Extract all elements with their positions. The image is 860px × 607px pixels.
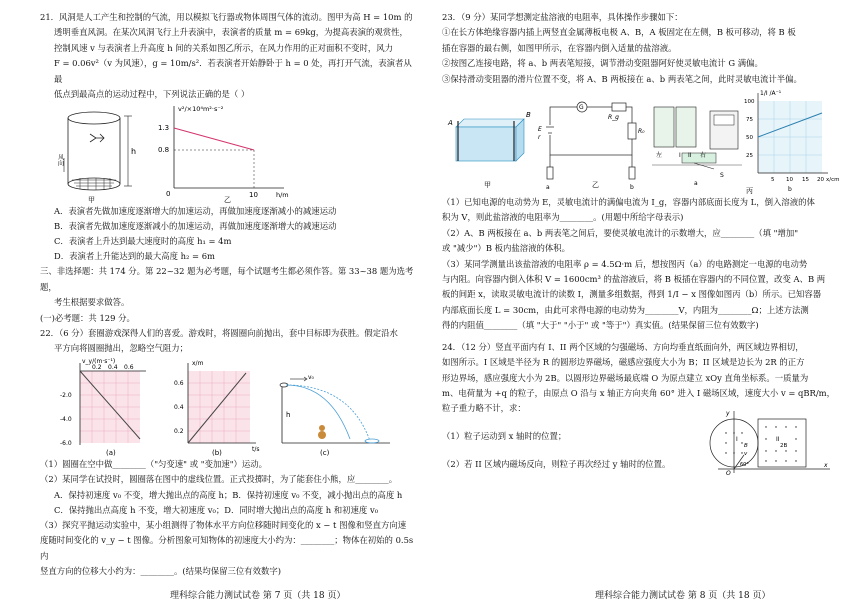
q23-sub1-line2: 积为 V，则此盐溶液的电阻率为________。(用题中所给字母表示) bbox=[442, 212, 684, 223]
q21-figure bbox=[54, 102, 434, 204]
x-t-graph bbox=[174, 360, 260, 457]
plate-b-label: B bbox=[526, 111, 531, 120]
x-tick-1: 0.6 bbox=[174, 379, 184, 387]
q23-sub2-line1: （2）A、B 两板接在 a、b 两表笔之间后，要使灵敏电流计的示数增大，应________（填 "增加" bbox=[442, 227, 799, 238]
q24-velocity-label: v bbox=[744, 450, 748, 457]
q24-line4: m、电荷量为 +q 的粒子，由原点 O 沿与 x 轴正方向夹角 60° 进入 I 磁场区域，速度大小 v = qBR/m， bbox=[442, 387, 836, 398]
q21-line1: 21．风洞是人工产生和控制的气流，用以模拟飞行器或物体周围气体的流动。图甲为高 H = 10m 的 bbox=[40, 12, 413, 22]
v2-h-graph bbox=[158, 105, 289, 204]
left-page-footer: 理科综合能力测试试卷 第 7 页（共 18 页） bbox=[170, 591, 346, 601]
fig-yi-caption: 乙 bbox=[224, 196, 231, 205]
q24-x-label: x bbox=[824, 461, 828, 469]
vy-tick-2: -4.0 bbox=[60, 415, 72, 423]
q24-line1: 24．（12 分）竖直平面内有 I、II 两个区域的匀强磁场、方向均垂直纸面向外，两区域边界相切， bbox=[442, 341, 804, 352]
q21-option-d: D．表演者上升能达到的最大高度 h₂ = 6m bbox=[54, 251, 215, 262]
q24-line2: 如图所示。I 区域是半径为 R 的圆形边界磁场，磁感应强度大小为 B；II 区域是边长为 2R 的正方 bbox=[442, 357, 805, 368]
q22-sub1: （1）圆圈在空中做________（"匀变速" 或 "变加速"）运动。 bbox=[40, 458, 268, 469]
q24-origin-label: O bbox=[726, 469, 731, 475]
fig23-bing-caption: 丙 bbox=[746, 187, 753, 196]
ring-toss-scene bbox=[280, 374, 390, 457]
q23-sub3-line4: 内部底面长度 L = 30cm，由此可求得电源的电动势为________V，内阻为________Ω；上述方法测 bbox=[442, 304, 809, 315]
x-tick-3: 0.2 bbox=[174, 427, 184, 435]
q24-line5: 粒子重力略不计，求： bbox=[442, 403, 526, 414]
probe-b-label: b bbox=[630, 184, 634, 192]
q21-option-c: C．表演者上升达到最大速度时的高度 h₁ = 4m bbox=[54, 236, 232, 247]
q22-line1: 22．（6 分）套圈游戏深得人们的喜爱。游戏时，将圆圈向前抛出，套中目标即为获胜。假定沿水 bbox=[40, 328, 398, 339]
section3-line1: 三、非选择题：共 174 分。第 22~32 题为必考题，每个试题考生都必须作答。第 33~38 题为选考题， bbox=[40, 266, 414, 292]
q22-figure bbox=[50, 357, 430, 457]
q23-line1: 23．（9 分）某同学想测定盐溶液的电阻率，具体操作步骤如下： bbox=[442, 12, 683, 22]
tick-1-3: 1.3 bbox=[158, 124, 170, 133]
v2-axis-label: v²/×10⁴m²·s⁻² bbox=[178, 105, 224, 114]
q21-option-b: B．表演者先做加速度逐渐减小的加速运动，再做加速度逐渐增大的减速运动 bbox=[54, 221, 337, 232]
vy-t-tick-3: 0.6 bbox=[124, 363, 134, 371]
q22-options-ab: A．保持初速度 v₀ 不变，增大抛出点的高度 h；B．保持初速度 v₀ 不变，减小抛出点的高度 h bbox=[54, 489, 403, 500]
fig23-yi-caption: 乙 bbox=[592, 181, 599, 190]
fig23-jia-caption: 甲 bbox=[484, 181, 491, 190]
inv-tick-50: 50 bbox=[746, 135, 753, 142]
q22-options-cd: C．保持抛出点高度 h 不变，增大初速度 v₀；D．同时增大抛出点的高度 h 和初速度 v₀ bbox=[54, 504, 379, 515]
x-axis-label: x/m bbox=[192, 359, 204, 367]
r0-label: R₀ bbox=[638, 128, 645, 136]
vy-t-graph bbox=[60, 358, 146, 457]
tick-0-8: 0.8 bbox=[158, 146, 170, 155]
q22-sub3-line1: （3）探究平抛运动实验中，某小组测得了物体水平方向位移随时间变化的 x − t 图像和竖直方向速 bbox=[40, 519, 407, 530]
right-page-footer: 理科综合能力测试试卷 第 8 页（共 18 页） bbox=[595, 591, 771, 601]
q23-figure bbox=[442, 87, 842, 195]
circuit-drawing bbox=[546, 102, 636, 179]
q24-sub1: （1）粒子运动到 x 轴时的位置； bbox=[442, 430, 567, 441]
q22-line2: 平方向将圆圈抛出，忽略空气阻力； bbox=[54, 343, 188, 354]
probe-a-label: a bbox=[546, 184, 550, 192]
x-cm-label: x/cm bbox=[826, 177, 840, 184]
q21-line5: 低点到最高点的运动过程中，下列说法正确的是（ ） bbox=[54, 89, 250, 100]
vy-tick-1: -2.0 bbox=[60, 391, 72, 399]
container-drawing bbox=[447, 111, 531, 189]
q21-option-a: A．表演者先做加速度逐渐增大的加速运动，再做加速度逐渐减小的减速运动 bbox=[54, 206, 337, 217]
fig-a-caption: (a) bbox=[106, 448, 116, 457]
tick-origin: 0 bbox=[166, 190, 171, 199]
sub-a-caption: a bbox=[694, 180, 698, 188]
wind-direction-label: 风向 bbox=[56, 154, 64, 167]
tunnel-h-label: h bbox=[131, 147, 137, 157]
inv-tick-25: 25 bbox=[746, 153, 753, 160]
q24-line3: 形边界场，感应强度大小为 2B。以圆形边界磁场最底端 O 为原点建立 xOy 直角坐标系。一质量为 bbox=[442, 372, 809, 383]
q23-sub1-line1: （1）已知电源的电动势为 E，灵敏电流计的满偏电流为 I_g，容器内部底面长度为 L，倒入溶液的体 bbox=[442, 197, 815, 208]
q23-sub3-line2: 与内阻。向容器内倒入体积 V = 1600cm³ 的盐溶液后，将 B 板插在容器内的不同位置，改变 A、B 两 bbox=[442, 274, 826, 285]
right-label: 右 bbox=[700, 152, 707, 160]
section3-line3: (一)必考题：共 129 分。 bbox=[40, 312, 135, 323]
fig-jia-caption: 甲 bbox=[88, 196, 95, 205]
q24-2b-label: 2B bbox=[780, 442, 788, 449]
x-tick-20: 20 bbox=[817, 177, 824, 184]
vy-axis-label: v_y/(m·s⁻¹) bbox=[82, 357, 116, 365]
wind-tunnel-drawing bbox=[57, 112, 137, 204]
inv-tick-75: 75 bbox=[746, 117, 753, 124]
x-tick-2: 0.4 bbox=[174, 403, 184, 411]
inv-tick-100: 100 bbox=[744, 99, 755, 106]
tick-10: 10 bbox=[249, 191, 258, 200]
roman-1-label: I bbox=[679, 152, 681, 160]
x-tick-10: 10 bbox=[786, 177, 793, 184]
q24-angle-label: 60° bbox=[740, 461, 749, 468]
h-axis-label: h/m bbox=[276, 191, 289, 200]
scene-h-label: h bbox=[286, 410, 291, 419]
q24-sub2: （2）若 II 区域内磁场反向，则粒子再次经过 y 轴时的位置。 bbox=[442, 458, 671, 469]
x-tick-15: 15 bbox=[802, 177, 809, 184]
q22-sub3-line2: 度随时间变化的 v_y − t 图像。分析图象可知物体的初速度大小约为：________；物体在初始的 0.5s 内 bbox=[40, 535, 414, 561]
section3-line2: 考生根据要求做答。 bbox=[54, 297, 130, 308]
q24-region-1-label: I bbox=[736, 435, 738, 443]
plate-a-label: A bbox=[448, 119, 453, 128]
q23-sub3-line1: （3）某同学测量出该盐溶液的电阻率 ρ = 4.5Ω·m 后，想按图丙（a）的电路测定一电源的电动势 bbox=[442, 258, 808, 269]
q24-region-2-label: II bbox=[776, 435, 780, 443]
inverse-i-axis-label: 1/I /A⁻¹ bbox=[760, 90, 782, 98]
q23-line2: ①在长方体绝缘容器内插上两竖直金属薄板电极 A、B，A 板固定在左侧，B 板可移动，将 B 板 bbox=[442, 27, 796, 38]
v0-label: v₀ bbox=[308, 373, 314, 381]
apparatus-drawing bbox=[652, 107, 742, 169]
q21-line2: 透明垂直风洞。在某次风洞飞行上升表演中，表演者的质量 m = 69kg，为提高表演的观赏性， bbox=[54, 27, 408, 38]
q24-figure bbox=[704, 409, 834, 475]
q22-sub2: （2）某同学在试投时，圆圈落在图中的虚线位置。正式投掷时，为了能套住小熊，应________。 bbox=[40, 474, 398, 485]
q23-line5: ③保持滑动变阻器的滑片位置不变，将 A、B 两板接在 a、b 两表笔之间，此时灵敏电流计半偏。 bbox=[442, 73, 802, 84]
q21-line4: F = 0.06v²（v 为风速），g = 10m/s²．若表演者开始静卧于 h = 0 处，再打开气流，表演者从最 bbox=[54, 58, 412, 84]
roman-2-label: II bbox=[688, 152, 692, 160]
q24-b-label: B bbox=[744, 442, 748, 449]
q23-sub3-line3: 板的间距 x，读取灵敏电流计的读数 I，测量多组数据，得到 1/I − x 图像如图丙（b）所示。已知容器 bbox=[442, 289, 822, 300]
galvanometer-label: G bbox=[579, 104, 584, 112]
left-label: 左 bbox=[656, 152, 663, 160]
t-axis-label: t/s bbox=[252, 445, 260, 453]
inverse-i-x-graph bbox=[744, 90, 840, 196]
q22-sub3-line3: 竖直方向的位移大小约为：________。(结果均保留三位有效数字) bbox=[40, 565, 282, 576]
q23-line3: 插在容器的最右侧，如图甲所示，在容器内倒入适量的盐溶液。 bbox=[442, 42, 677, 53]
vy-tick-3: -6.0 bbox=[60, 439, 72, 447]
right-page bbox=[430, 0, 860, 607]
internal-r-label: r bbox=[538, 134, 541, 142]
q24-y-label: y bbox=[726, 409, 730, 417]
emf-label: E bbox=[538, 126, 542, 134]
switch-s-label: S bbox=[720, 172, 724, 180]
fig-b-caption: (b) bbox=[212, 448, 222, 457]
sub-b-caption: b bbox=[788, 186, 792, 194]
q21-line3: 控制风速 v 与表演者上升高度 h 间的关系如图乙所示，在风力作用的正对面积不变时，风力 bbox=[54, 42, 394, 53]
rg-label: R_g bbox=[608, 114, 619, 122]
q23-sub3-line5: 得的内阻值________（填 "大于" "小于" 或 "等于"）真实值。(结果保留三位有效数字) bbox=[442, 320, 759, 331]
fig-c-caption: (c) bbox=[320, 448, 330, 457]
vy-t-tick-2: 0.4 bbox=[108, 363, 118, 371]
vy-t-tick-1: 0.2 bbox=[92, 363, 102, 371]
q23-line4: ②按图乙连接电路，将 a、b 两表笔短接，调节滑动变阻器阿好使灵敏电流计 G 满偏。 bbox=[442, 58, 763, 69]
x-tick-5: 5 bbox=[771, 177, 775, 184]
q23-sub2-line2: 或 "减少"）B 板内盐溶液的体积。 bbox=[442, 243, 571, 254]
